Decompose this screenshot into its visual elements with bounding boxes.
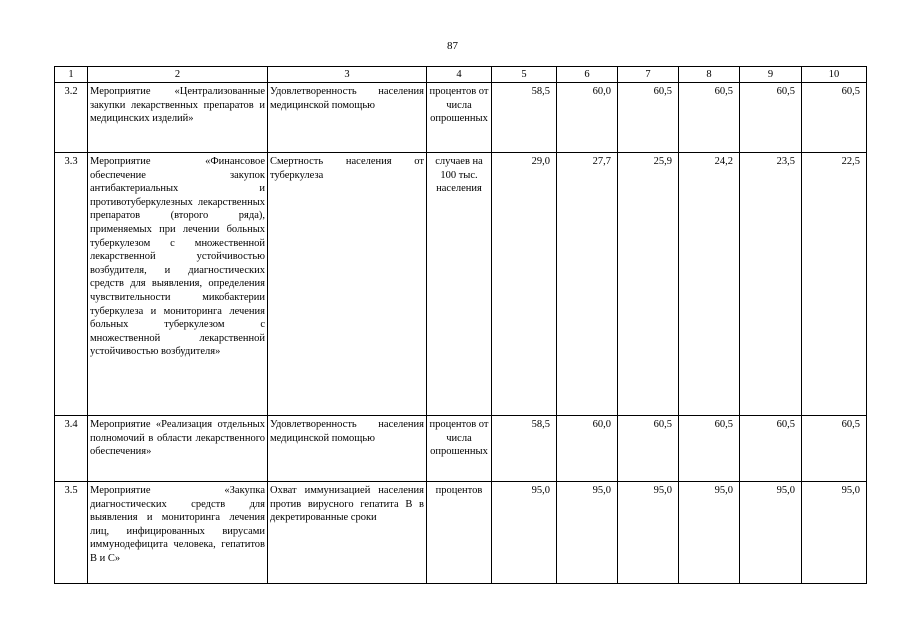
unit-cell: процентов <box>427 482 492 584</box>
indicators-table <box>54 66 867 584</box>
row-number: 3.4 <box>55 416 88 482</box>
row-number: 3.5 <box>55 482 88 584</box>
value-cell: 60,5 <box>802 83 867 153</box>
value-cell: 60,5 <box>618 416 679 482</box>
value-cell: 95,0 <box>557 482 618 584</box>
value-cell: 60,5 <box>618 83 679 153</box>
value-cell: 23,5 <box>740 153 802 416</box>
value-cell: 60,5 <box>679 416 740 482</box>
header-cell: 5 <box>492 67 557 83</box>
unit-cell: случаев на 100 тыс. населения <box>427 153 492 416</box>
indicator-cell: Удовлетворенность населения медицинской помощью <box>268 83 427 153</box>
measure-cell: Мероприятие «Централизованные закупки лекарственных препаратов и медицинских изделий» <box>88 83 268 153</box>
measure-cell: Мероприятие «Финансовое обеспечение закупок антибактериальных и противотуберкулезных лекарственных препаратов (второго ряда), применяемых при лечении больных туберкулезом с множественной лекарственной устойчивостью возбудителя, и диагностических средств для выявления, определения чувствительности микобактерии туберкулеза и мониторинга лечения больных туберкулезом с множественной лекарственной устойчивостью возбудителя» <box>88 153 268 416</box>
value-cell: 22,5 <box>802 153 867 416</box>
header-cell: 1 <box>55 67 88 83</box>
indicator-cell: Удовлетворенность населения медицинской помощью <box>268 416 427 482</box>
value-cell: 60,5 <box>740 416 802 482</box>
indicator-cell: Смертность населения от туберкулеза <box>268 153 427 416</box>
value-cell: 60,0 <box>557 83 618 153</box>
header-cell: 6 <box>557 67 618 83</box>
value-cell: 95,0 <box>618 482 679 584</box>
value-cell: 58,5 <box>492 83 557 153</box>
table-row <box>55 83 867 153</box>
measure-cell: Мероприятие «Реализация отдельных полномочий в области лекарственного обеспечения» <box>88 416 268 482</box>
value-cell: 58,5 <box>492 416 557 482</box>
value-cell: 60,5 <box>679 83 740 153</box>
table-row <box>55 482 867 584</box>
value-cell: 60,0 <box>557 416 618 482</box>
header-cell: 4 <box>427 67 492 83</box>
value-cell: 25,9 <box>618 153 679 416</box>
value-cell: 60,5 <box>740 83 802 153</box>
value-cell: 60,5 <box>802 416 867 482</box>
value-cell: 29,0 <box>492 153 557 416</box>
value-cell: 95,0 <box>679 482 740 584</box>
header-cell: 7 <box>618 67 679 83</box>
row-number: 3.2 <box>55 83 88 153</box>
header-cell: 3 <box>268 67 427 83</box>
page-number: 87 <box>447 40 458 52</box>
header-cell: 9 <box>740 67 802 83</box>
table-row <box>55 153 867 416</box>
row-number: 3.3 <box>55 153 88 416</box>
value-cell: 95,0 <box>740 482 802 584</box>
header-cell: 2 <box>88 67 268 83</box>
indicator-cell: Охват иммунизацией населения против вирусного гепатита В в декретированные сроки <box>268 482 427 584</box>
unit-cell: процентов от числа опрошенных <box>427 83 492 153</box>
header-row <box>55 67 867 83</box>
table-row <box>55 416 867 482</box>
unit-cell: процентов от числа опрошенных <box>427 416 492 482</box>
value-cell: 95,0 <box>492 482 557 584</box>
value-cell: 27,7 <box>557 153 618 416</box>
header-cell: 8 <box>679 67 740 83</box>
measure-cell: Мероприятие «Закупка диагностических средств для выявления и мониторинга лечения лиц, инфицированных вирусами иммунодефицита человека, гепатитов В и С» <box>88 482 268 584</box>
value-cell: 95,0 <box>802 482 867 584</box>
value-cell: 24,2 <box>679 153 740 416</box>
header-cell: 10 <box>802 67 867 83</box>
